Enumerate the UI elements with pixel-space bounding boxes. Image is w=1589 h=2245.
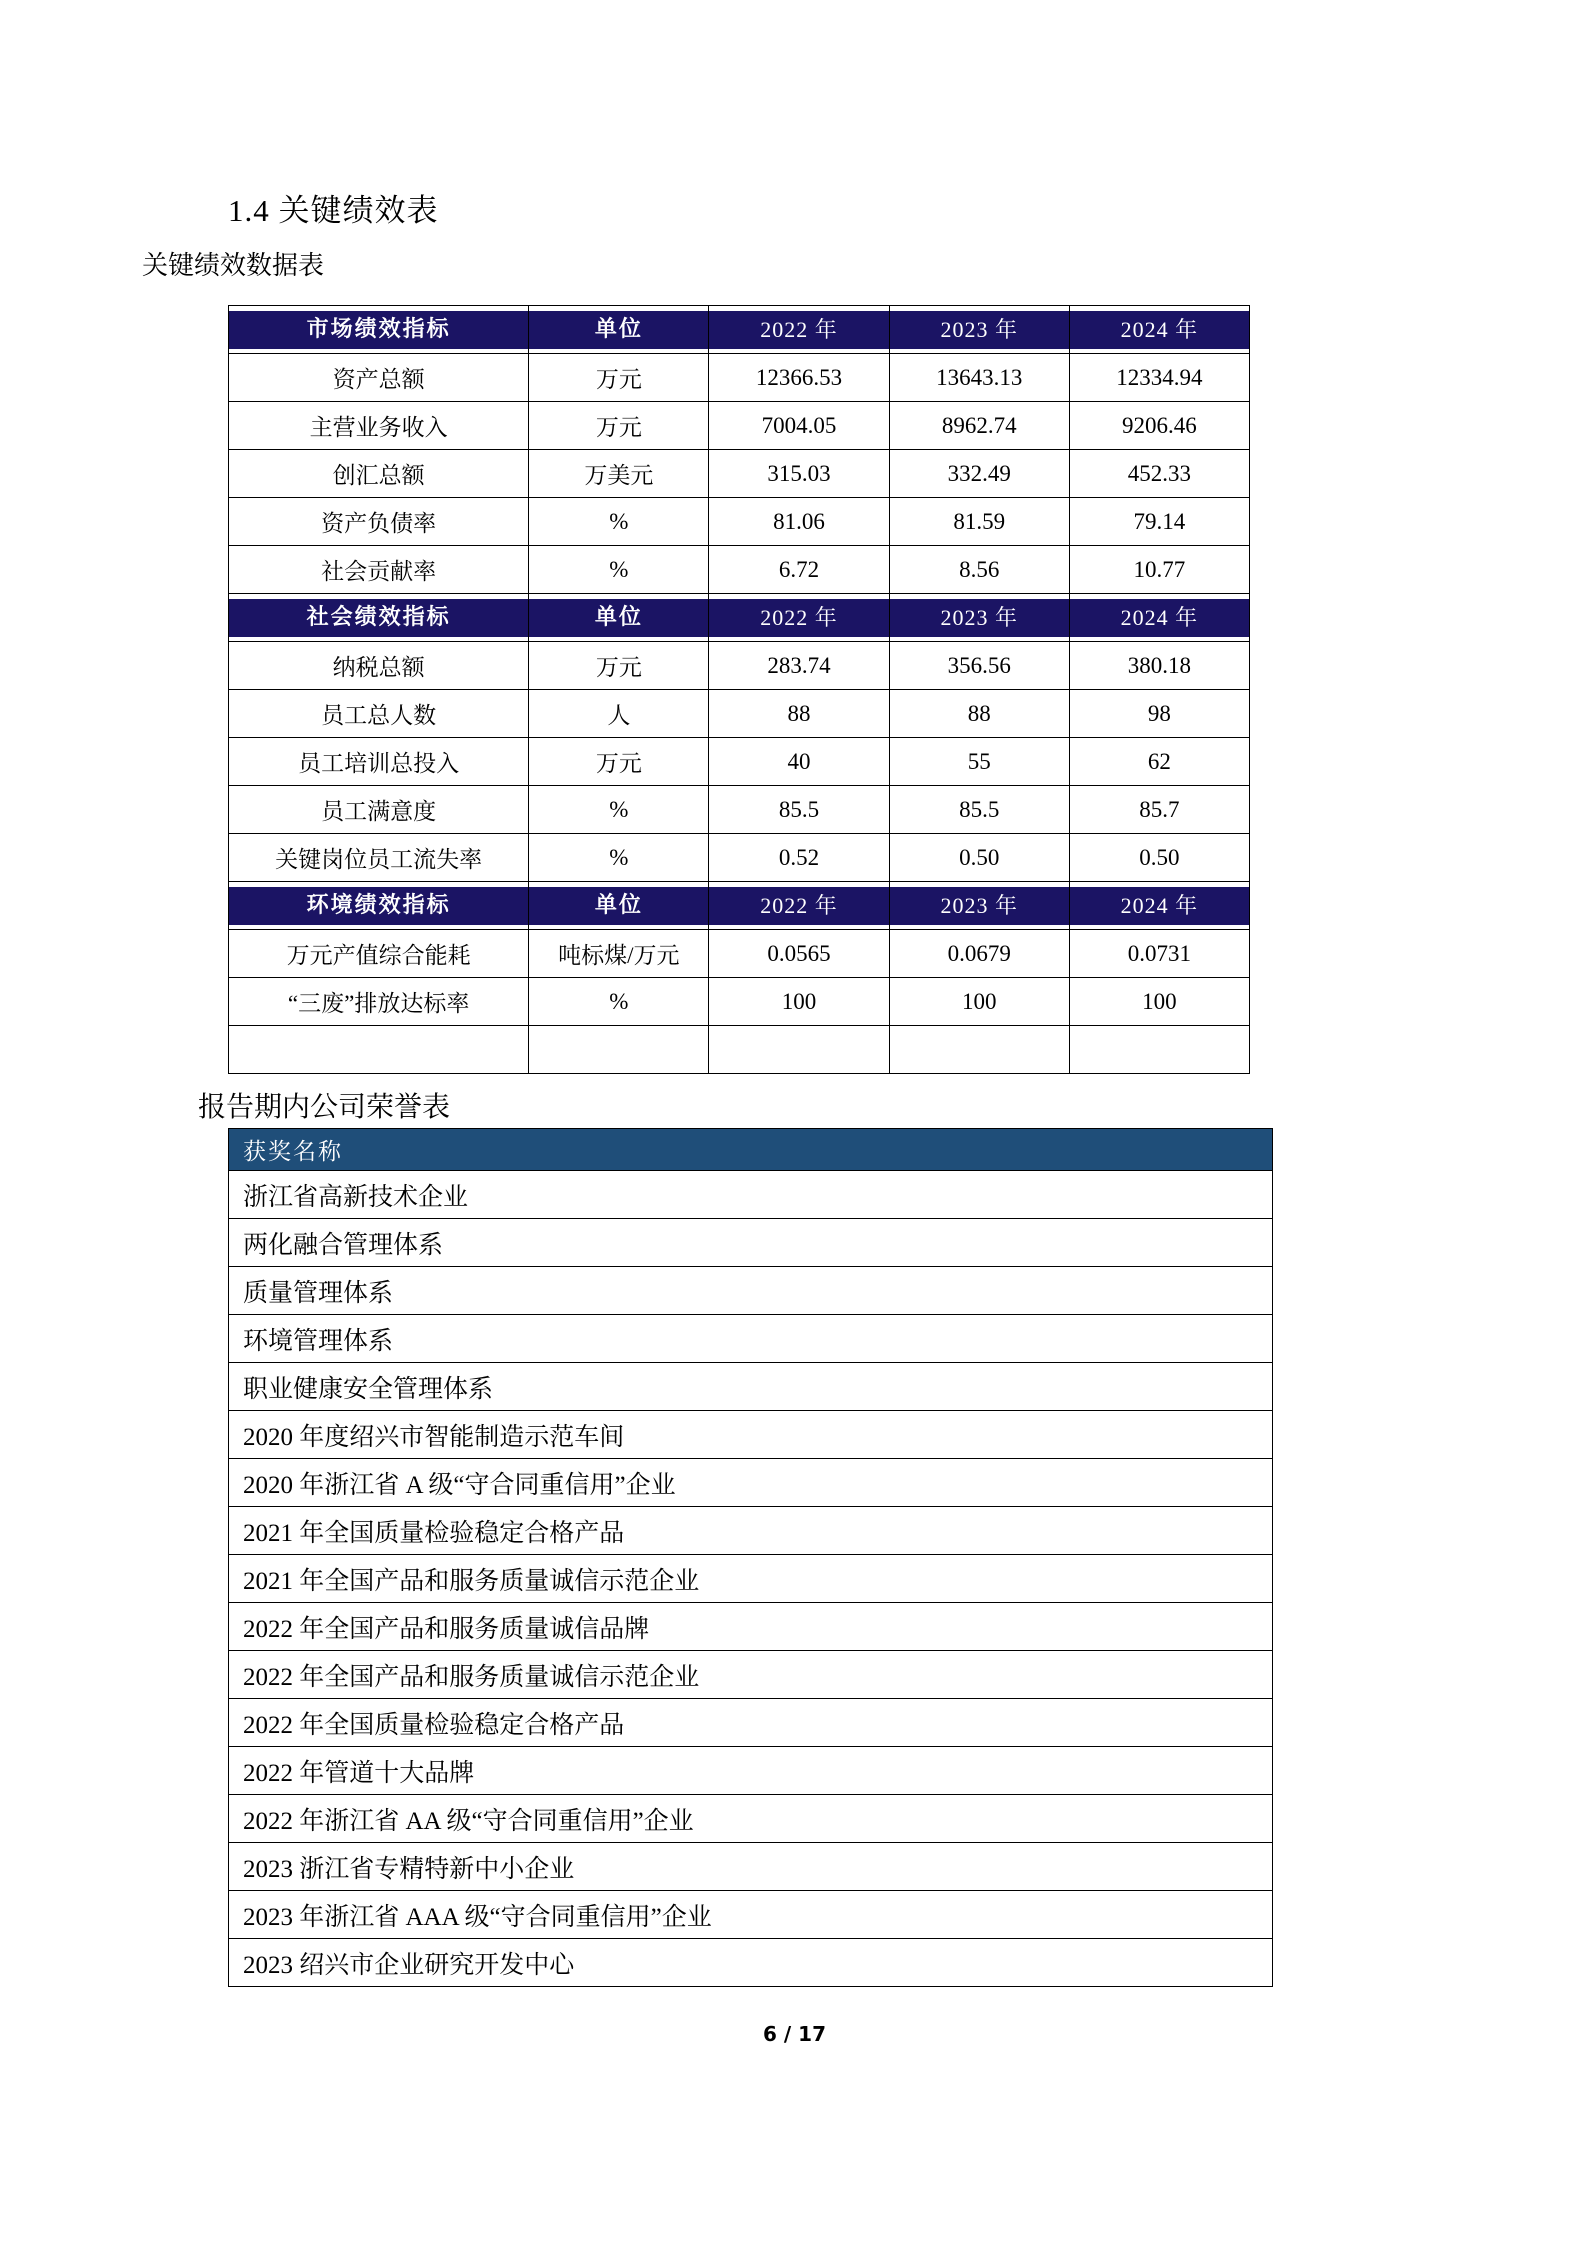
table-row (229, 834, 1250, 882)
table-row (229, 978, 1250, 1026)
cell-y2022: 0.52 (709, 834, 889, 882)
page-footer: 6 / 17 (763, 2022, 826, 2046)
cell-metric: “三废”排放达标率 (229, 978, 529, 1026)
performance-table-container (228, 305, 1250, 1074)
honor-name-cell: 职业健康安全管理体系 (229, 1363, 1273, 1411)
group-header-metric-label: 环境绩效指标 (229, 887, 528, 925)
cell-metric: 员工培训总投入 (229, 738, 529, 786)
cell-y2023: 0.50 (889, 834, 1069, 882)
cell-metric: 社会贡献率 (229, 546, 529, 594)
performance-table-caption: 关键绩效数据表 (142, 251, 325, 281)
honor-name-cell: 2022 年管道十大品牌 (229, 1747, 1273, 1795)
cell-y2024: 100 (1069, 978, 1249, 1026)
cell-y2024: 98 (1069, 690, 1249, 738)
cell-metric: 创汇总额 (229, 450, 529, 498)
table-row (229, 450, 1250, 498)
honor-table-caption: 报告期内公司荣誉表 (198, 1092, 451, 1123)
cell-y2022: 12366.53 (709, 354, 889, 402)
table-row (229, 1747, 1273, 1795)
table-row (229, 1939, 1273, 1987)
cell-y2024: 12334.94 (1069, 354, 1249, 402)
table-row (229, 1315, 1273, 1363)
group-header-year-cell (709, 306, 889, 354)
cell-metric: 关键岗位员工流失率 (229, 834, 529, 882)
honor-name-cell: 2022 年全国产品和服务质量诚信示范企业 (229, 1651, 1273, 1699)
performance-group-header-row (229, 594, 1250, 642)
group-header-year-label: 2023 年 (890, 599, 1069, 637)
cell-unit: 万美元 (529, 450, 709, 498)
table-row (229, 1891, 1273, 1939)
honor-table-container (228, 1128, 1273, 1987)
group-header-metric-cell (229, 594, 529, 642)
honor-name-cell: 2021 年全国质量检验稳定合格产品 (229, 1507, 1273, 1555)
table-row (229, 1843, 1273, 1891)
group-header-year-cell (889, 594, 1069, 642)
table-row (229, 1219, 1273, 1267)
cell-metric: 纳税总额 (229, 642, 529, 690)
table-row (229, 1651, 1273, 1699)
group-header-year-cell (1069, 882, 1249, 930)
group-header-year-cell (889, 306, 1069, 354)
cell-y2024: 85.7 (1069, 786, 1249, 834)
table-row (229, 1026, 1250, 1074)
cell-y2023: 13643.13 (889, 354, 1069, 402)
group-header-year-label: 2024 年 (1070, 311, 1249, 349)
honor-name-cell: 2021 年全国产品和服务质量诚信示范企业 (229, 1555, 1273, 1603)
cell-y2023: 356.56 (889, 642, 1069, 690)
cell-unit: % (529, 498, 709, 546)
cell-metric (229, 1026, 529, 1074)
cell-y2023: 8.56 (889, 546, 1069, 594)
honor-name-cell: 2023 绍兴市企业研究开发中心 (229, 1939, 1273, 1987)
cell-y2024: 79.14 (1069, 498, 1249, 546)
group-header-metric-cell (229, 882, 529, 930)
table-row (229, 738, 1250, 786)
group-header-year-cell (889, 882, 1069, 930)
honor-header-cell: 获奖名称 (229, 1129, 1273, 1171)
table-row (229, 498, 1250, 546)
cell-unit: % (529, 546, 709, 594)
cell-y2022: 40 (709, 738, 889, 786)
table-row (229, 1363, 1273, 1411)
group-header-year-cell (1069, 306, 1249, 354)
table-row (229, 1507, 1273, 1555)
section-heading: 1.4 关键绩效表 (228, 193, 439, 228)
cell-metric: 员工满意度 (229, 786, 529, 834)
honor-name-cell: 2023 浙江省专精特新中小企业 (229, 1843, 1273, 1891)
table-row (229, 642, 1250, 690)
group-header-metric-label: 市场绩效指标 (229, 311, 528, 349)
cell-y2023: 88 (889, 690, 1069, 738)
table-row (229, 1171, 1273, 1219)
honor-header-row (229, 1129, 1273, 1171)
cell-unit: 吨标煤/万元 (529, 930, 709, 978)
group-header-year-label: 2023 年 (890, 887, 1069, 925)
group-header-unit-label: 单位 (529, 599, 708, 637)
cell-unit: % (529, 834, 709, 882)
group-header-year-label: 2022 年 (709, 311, 888, 349)
cell-metric: 主营业务收入 (229, 402, 529, 450)
cell-y2022: 81.06 (709, 498, 889, 546)
cell-metric: 万元产值综合能耗 (229, 930, 529, 978)
group-header-unit-cell (529, 882, 709, 930)
cell-y2024: 62 (1069, 738, 1249, 786)
group-header-year-cell (709, 594, 889, 642)
table-row (229, 354, 1250, 402)
cell-y2024: 0.50 (1069, 834, 1249, 882)
cell-y2024: 380.18 (1069, 642, 1249, 690)
honor-table (228, 1128, 1273, 1987)
cell-unit: 万元 (529, 738, 709, 786)
cell-metric: 资产总额 (229, 354, 529, 402)
cell-y2023: 0.0679 (889, 930, 1069, 978)
table-row (229, 930, 1250, 978)
performance-group-header-row (229, 306, 1250, 354)
cell-y2023: 332.49 (889, 450, 1069, 498)
group-header-unit-label: 单位 (529, 887, 708, 925)
table-row (229, 1411, 1273, 1459)
performance-group-header-row (229, 882, 1250, 930)
cell-y2023: 8962.74 (889, 402, 1069, 450)
cell-unit: % (529, 786, 709, 834)
honor-name-cell: 2022 年浙江省 AA 级“守合同重信用”企业 (229, 1795, 1273, 1843)
cell-unit: 万元 (529, 354, 709, 402)
cell-y2023: 55 (889, 738, 1069, 786)
honor-name-cell: 浙江省高新技术企业 (229, 1171, 1273, 1219)
cell-y2024: 452.33 (1069, 450, 1249, 498)
honor-name-cell: 2022 年全国质量检验稳定合格产品 (229, 1699, 1273, 1747)
honor-name-cell: 2023 年浙江省 AAA 级“守合同重信用”企业 (229, 1891, 1273, 1939)
cell-y2022: 85.5 (709, 786, 889, 834)
cell-y2024 (1069, 1026, 1249, 1074)
cell-unit: 人 (529, 690, 709, 738)
cell-y2023: 85.5 (889, 786, 1069, 834)
cell-y2022: 0.0565 (709, 930, 889, 978)
group-header-year-label: 2024 年 (1070, 887, 1249, 925)
honor-name-cell: 环境管理体系 (229, 1315, 1273, 1363)
group-header-unit-cell (529, 306, 709, 354)
performance-table (228, 305, 1250, 1074)
honor-name-cell: 2022 年全国产品和服务质量诚信品牌 (229, 1603, 1273, 1651)
cell-unit (529, 1026, 709, 1074)
group-header-year-cell (1069, 594, 1249, 642)
honor-name-cell: 2020 年浙江省 A 级“守合同重信用”企业 (229, 1459, 1273, 1507)
cell-y2022: 315.03 (709, 450, 889, 498)
cell-y2022: 283.74 (709, 642, 889, 690)
cell-y2024: 9206.46 (1069, 402, 1249, 450)
group-header-metric-label: 社会绩效指标 (229, 599, 528, 637)
cell-unit: % (529, 978, 709, 1026)
group-header-year-cell (709, 882, 889, 930)
cell-y2022 (709, 1026, 889, 1074)
cell-y2022: 7004.05 (709, 402, 889, 450)
cell-y2022: 6.72 (709, 546, 889, 594)
group-header-unit-label: 单位 (529, 311, 708, 349)
table-row (229, 402, 1250, 450)
honor-name-cell: 质量管理体系 (229, 1267, 1273, 1315)
group-header-year-label: 2022 年 (709, 599, 888, 637)
cell-y2023: 81.59 (889, 498, 1069, 546)
table-row (229, 1699, 1273, 1747)
group-header-metric-cell (229, 306, 529, 354)
table-row (229, 1555, 1273, 1603)
cell-unit: 万元 (529, 642, 709, 690)
table-row (229, 786, 1250, 834)
cell-y2022: 88 (709, 690, 889, 738)
table-row (229, 690, 1250, 738)
cell-metric: 资产负债率 (229, 498, 529, 546)
cell-y2023 (889, 1026, 1069, 1074)
group-header-unit-cell (529, 594, 709, 642)
honor-name-cell: 两化融合管理体系 (229, 1219, 1273, 1267)
cell-y2024: 10.77 (1069, 546, 1249, 594)
table-row (229, 1459, 1273, 1507)
cell-unit: 万元 (529, 402, 709, 450)
table-row (229, 1603, 1273, 1651)
cell-y2023: 100 (889, 978, 1069, 1026)
table-row (229, 546, 1250, 594)
group-header-year-label: 2022 年 (709, 887, 888, 925)
group-header-year-label: 2023 年 (890, 311, 1069, 349)
cell-y2024: 0.0731 (1069, 930, 1249, 978)
table-row (229, 1795, 1273, 1843)
cell-metric: 员工总人数 (229, 690, 529, 738)
table-row (229, 1267, 1273, 1315)
cell-y2022: 100 (709, 978, 889, 1026)
honor-name-cell: 2020 年度绍兴市智能制造示范车间 (229, 1411, 1273, 1459)
group-header-year-label: 2024 年 (1070, 599, 1249, 637)
